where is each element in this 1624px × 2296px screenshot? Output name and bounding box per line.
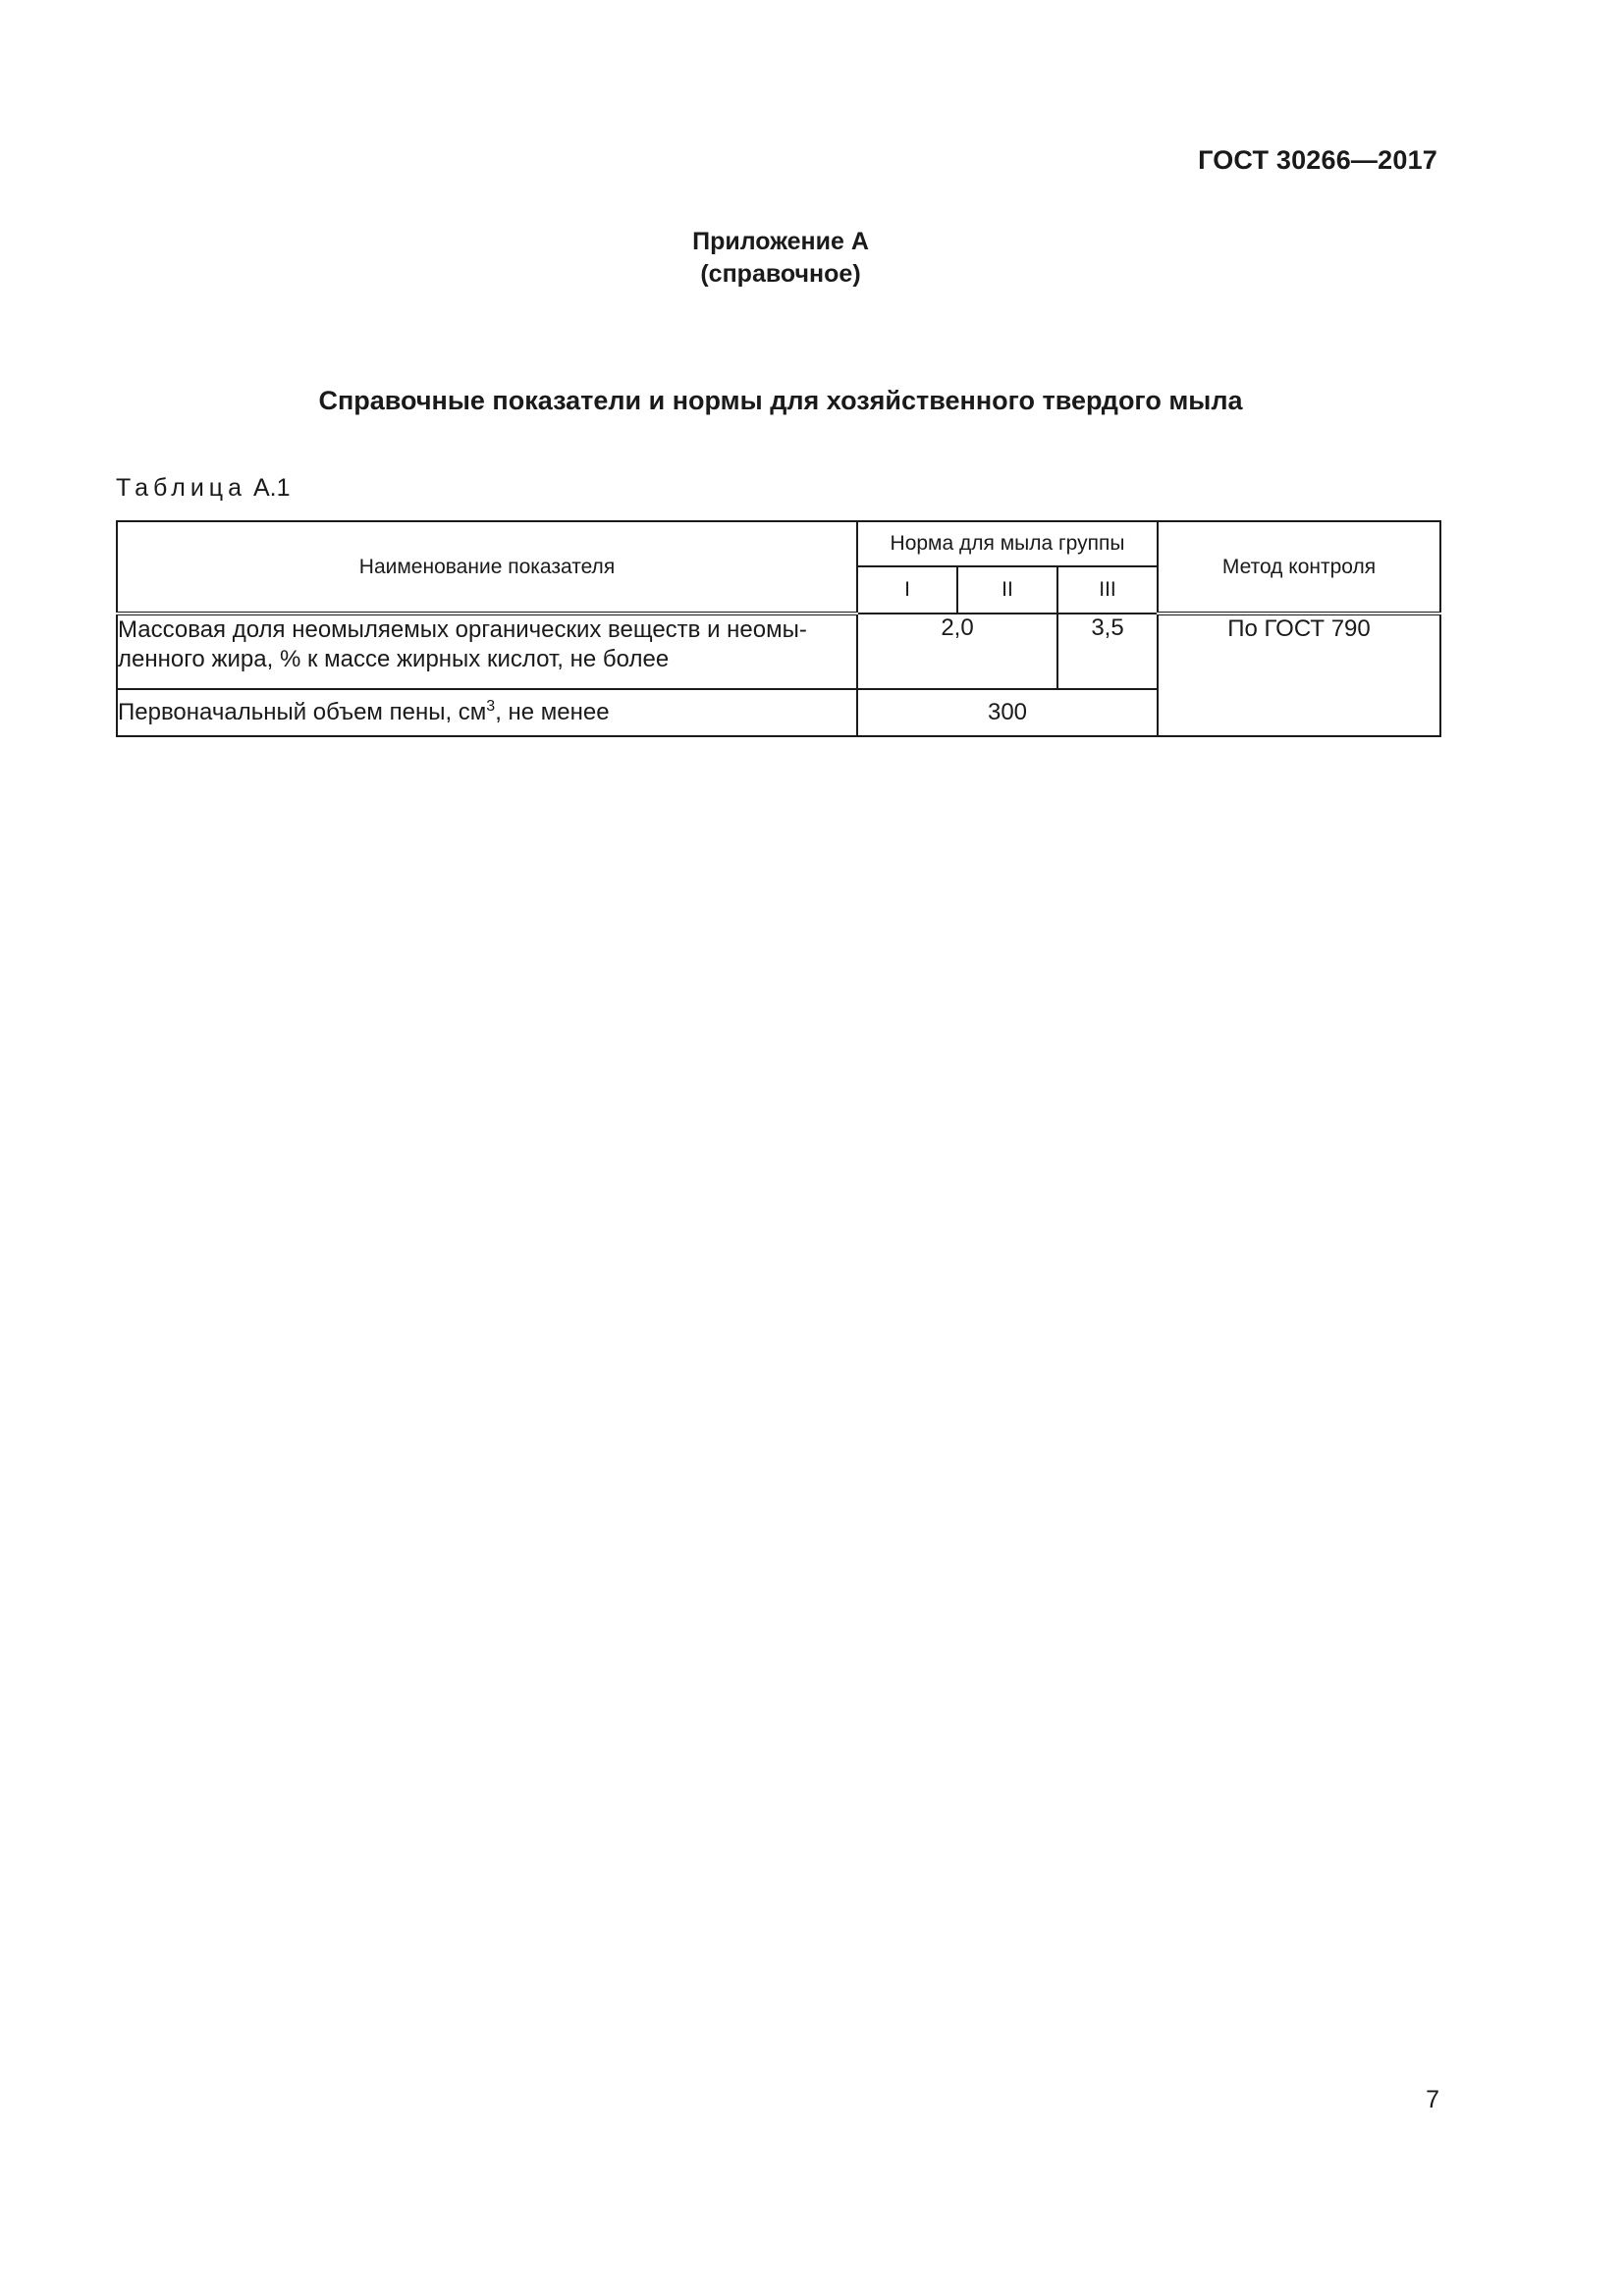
row-name-line: ленного жира, % к массе жирных кислот, не более	[118, 646, 670, 672]
row-indicator-name	[117, 614, 857, 689]
table-row	[117, 614, 1440, 689]
table-caption-word: Таблица	[116, 474, 247, 502]
header-indicator-name: Наименование показателя	[117, 521, 857, 614]
header-norm-group: Норма для мыла группы	[857, 521, 1158, 566]
row-control-method: По ГОСТ 790	[1158, 614, 1440, 736]
norms-table	[116, 520, 1441, 737]
document-code: ГОСТ 30266—2017	[1198, 145, 1437, 175]
row-name-line: Массовая доля неомыляемых органических веществ и неомы-	[118, 616, 807, 643]
row-name-text: Первоначальный объем пены, см	[118, 699, 487, 725]
appendix-title: Приложение А	[692, 228, 869, 255]
row-name-superscript: 3	[486, 698, 496, 715]
row-value-groups-1-2: 2,0	[857, 614, 1057, 689]
table-caption	[116, 474, 291, 503]
row-value-group-3: 3,5	[1057, 614, 1158, 689]
appendix-heading	[0, 226, 1561, 291]
row-value-all-groups: 300	[857, 689, 1158, 736]
header-group-3: III	[1057, 566, 1158, 614]
table-header-row	[117, 521, 1440, 566]
header-control-method: Метод контроля	[1158, 521, 1440, 614]
table-caption-number: А.1	[252, 474, 291, 502]
page-title: Справочные показатели и нормы для хозяйственного твердого мыла	[318, 386, 1243, 415]
header-group-1: I	[857, 566, 957, 614]
appendix-subtitle: (справочное)	[700, 260, 861, 288]
page-number: 7	[1426, 2086, 1439, 2113]
row-indicator-name	[117, 689, 857, 736]
header-group-2: II	[957, 566, 1057, 614]
row-name-text-end: , не менее	[495, 699, 610, 725]
